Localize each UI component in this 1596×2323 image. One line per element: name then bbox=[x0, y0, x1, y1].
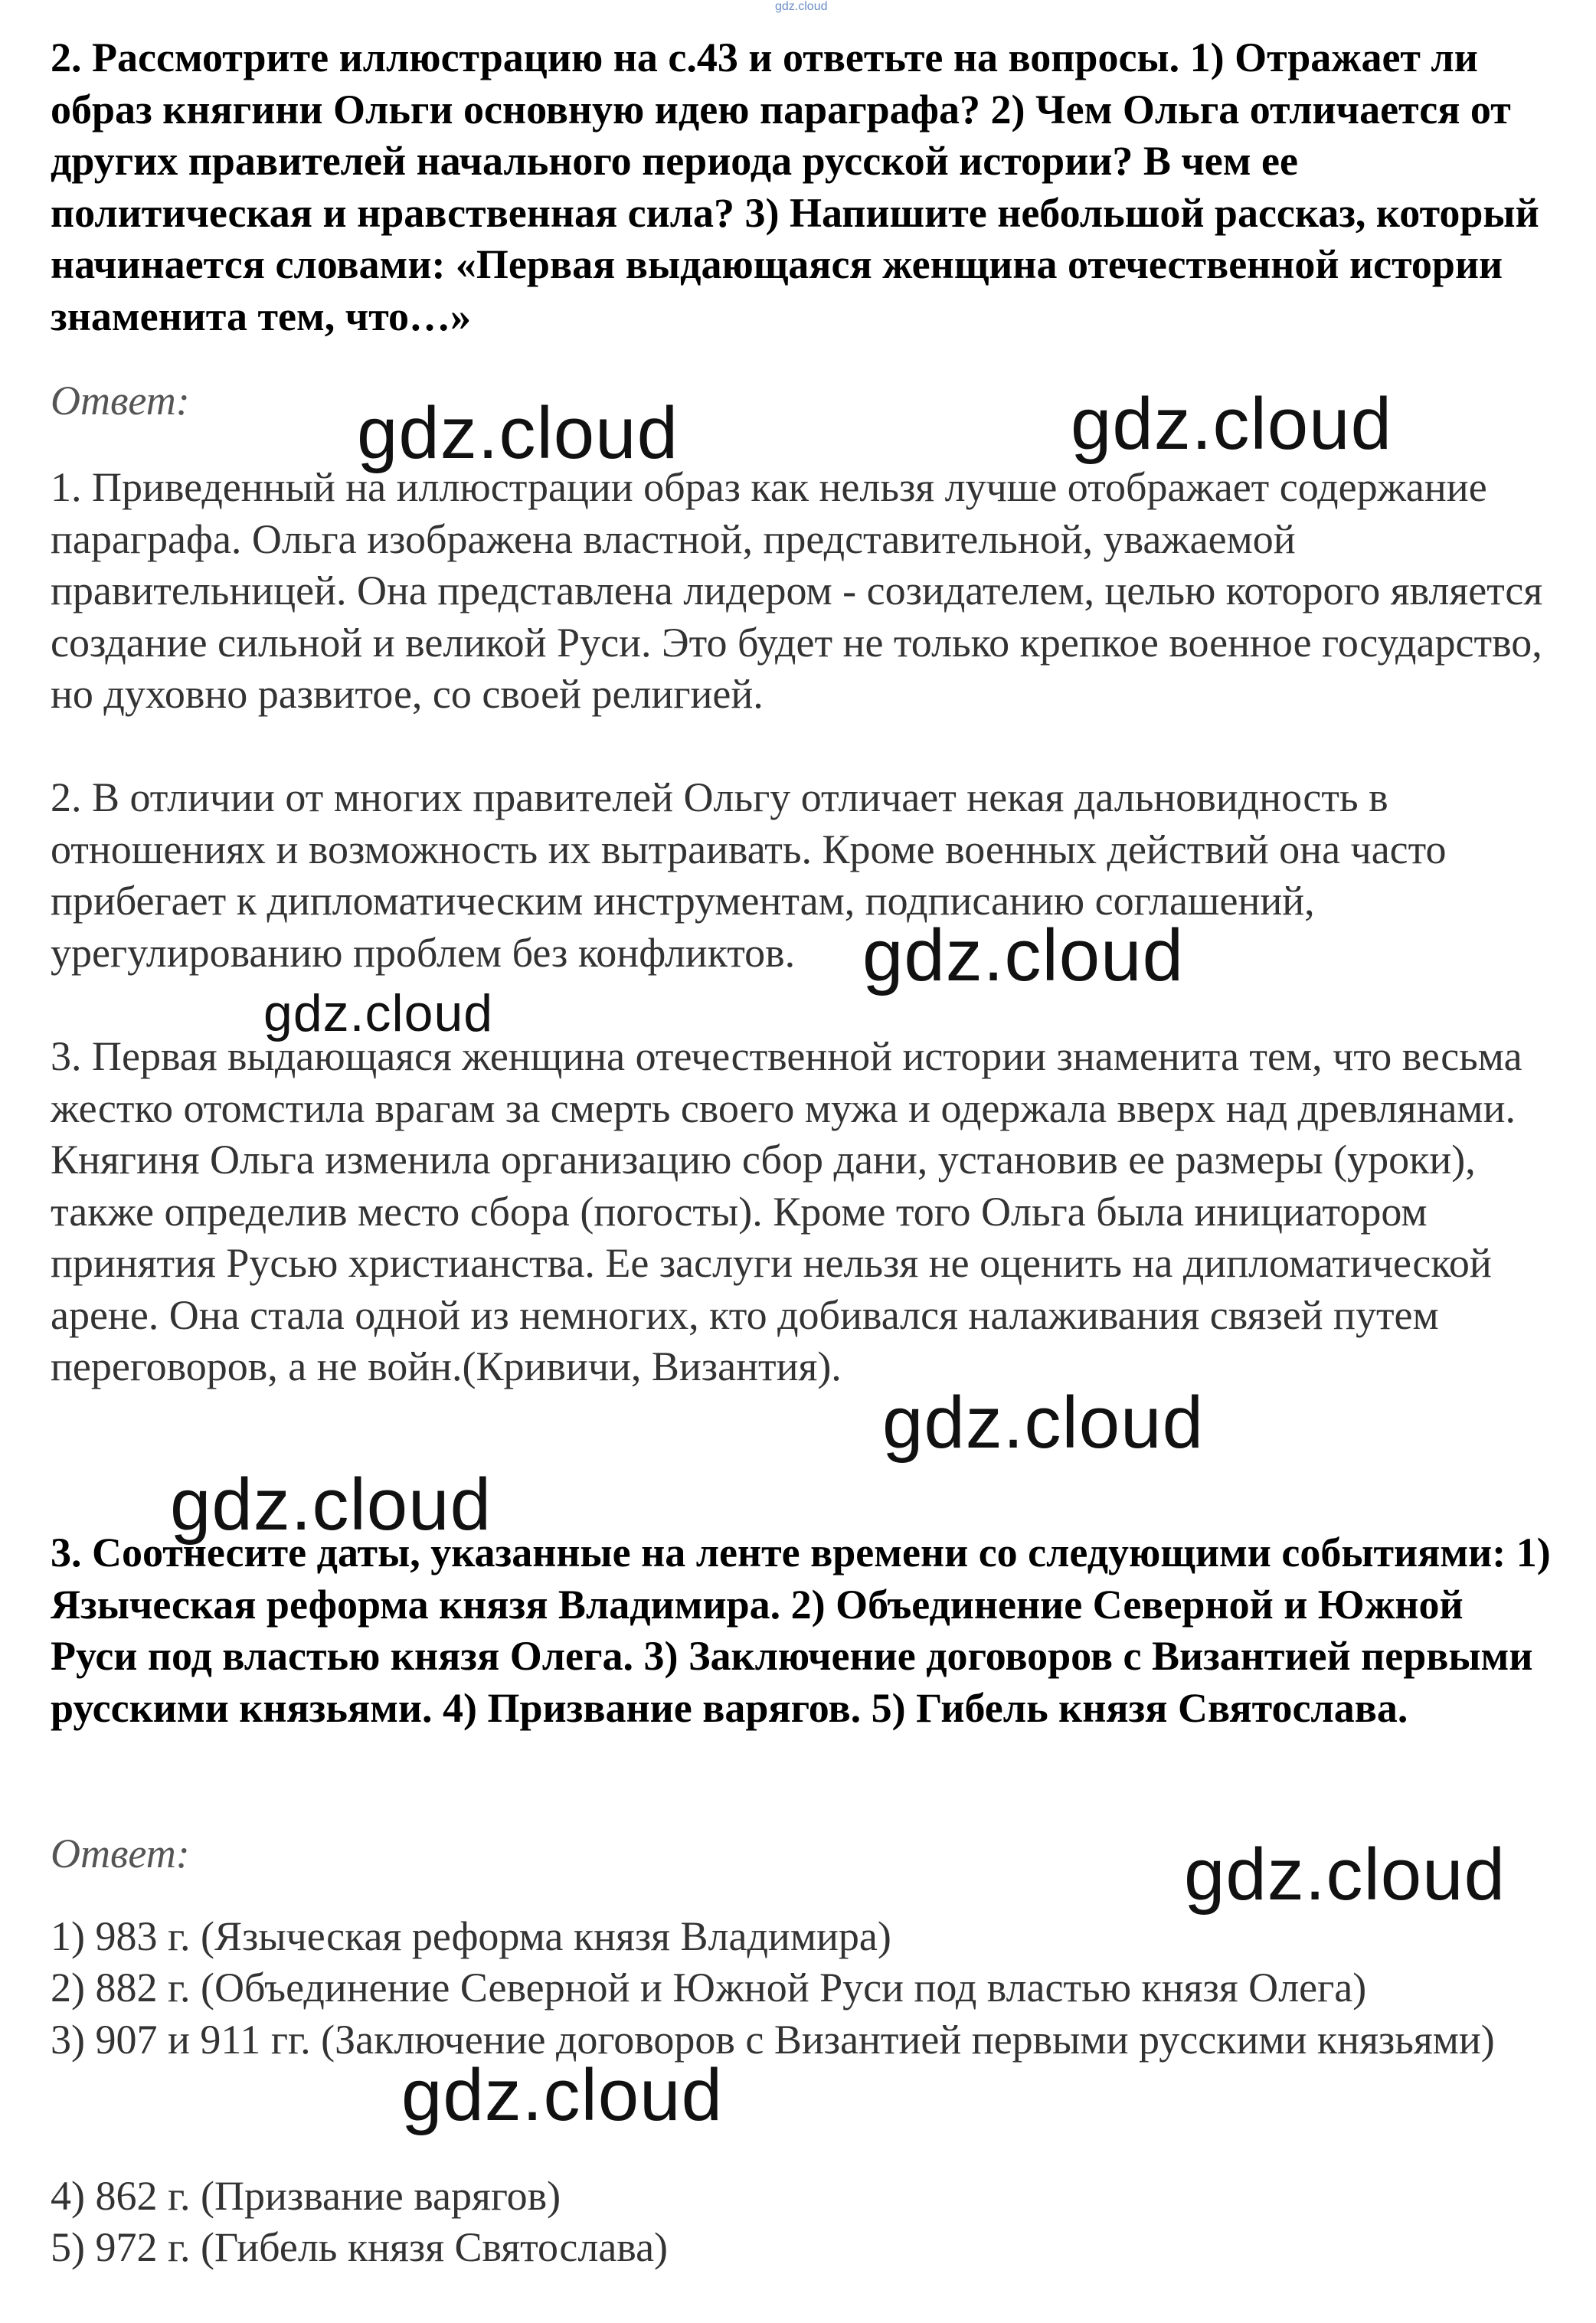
task3-answer-item-2: 2) 882 г. (Объединение Северной и Южной Руси под властью князя Олега) bbox=[51, 1965, 1367, 2011]
task2-answer-label: Ответ: bbox=[51, 378, 190, 424]
task3-question: 3. Соотнесите даты, указанные на ленте времени со следующими событиями: 1) Языческая реформа князя Владимира. 2) Объединение Северной и Южной Руси под властью князя Олега. 3) Заключение договоров с Византией первыми русскими князьями. 4) Призвание варягов. 5) Гибель князя Святослава. bbox=[51, 1530, 1551, 1731]
task3-answer-label: Ответ: bbox=[51, 1831, 190, 1876]
task3-answer-item-4: 4) 862 г. (Призвание варягов) bbox=[51, 2173, 561, 2219]
top-watermark: gdz.cloud bbox=[775, 0, 828, 13]
watermark: gdz.cloud bbox=[882, 1382, 1204, 1464]
watermark: gdz.cloud bbox=[1184, 1834, 1506, 1916]
watermark: gdz.cloud bbox=[401, 2054, 723, 2136]
task2-answer-3: 3. Первая выдающаяся женщина отечественной истории знаменита тем, что весьма жестко отомстила врагам за смерть своего мужа и одержала вверх над древлянами. Княгиня Ольга изменила организацию сбор дани, установив ее размеры (уроки), также определив место сбора (погосты). Кроме того Ольга была инициатором принятия Русью христианства. Ее заслуги нельзя не оценить на дипломатической арене. Она стала одной из немногих, кто добивался налаживания связей путем переговоров, а не войн.(Кривичи, Византия). bbox=[51, 1033, 1522, 1389]
watermark: gdz.cloud bbox=[357, 392, 679, 474]
watermark: gdz.cloud bbox=[263, 984, 494, 1042]
task3-answer-item-1: 1) 983 г. (Языческая реформа князя Владимира) bbox=[51, 1913, 891, 1959]
watermark: gdz.cloud bbox=[1071, 383, 1392, 465]
task2-answer-2: 2. В отличии от многих правителей Ольгу отличает некая дальновидность в отношениях и возможность их вытраивать. Кроме военных действий она часто прибегает к дипломатическим инструментам, подписанию соглашений, урегулированию проблем без конфликтов. bbox=[51, 774, 1447, 976]
task2-question: 2. Рассмотрите иллюстрацию на с.43 и ответьте на вопросы. 1) Отражает ли образ княгини Ольги основную идею параграфа? 2) Чем Ольга отличается от других правителей начального периода русской истории? В чем ее политическая и нравственная сила? 3) Напишите небольшой рассказ, который начинается словами: «Первая выдающаяся женщина отечественной истории знаменита тем, что…» bbox=[51, 34, 1539, 339]
task3-answer-item-5: 5) 972 г. (Гибель князя Святослава) bbox=[51, 2224, 669, 2270]
task2-answer-1: 1. Приведенный на иллюстрации образ как нельзя лучше отображает содержание параграфа. Ольга изображена властной, представительной, уважаемой правительницей. Она представлена лидером - созидателем, целью которого является создание сильной и великой Руси. Это будет не только крепкое военное государство, но духовно развитое, со своей религией. bbox=[51, 464, 1543, 717]
watermark: gdz.cloud bbox=[862, 914, 1184, 996]
watermark: gdz.cloud bbox=[170, 1464, 492, 1546]
task3-answer-item-3: 3) 907 и 911 гг. (Заключение договоров с Византией первыми русскими князьями) bbox=[51, 2017, 1495, 2063]
